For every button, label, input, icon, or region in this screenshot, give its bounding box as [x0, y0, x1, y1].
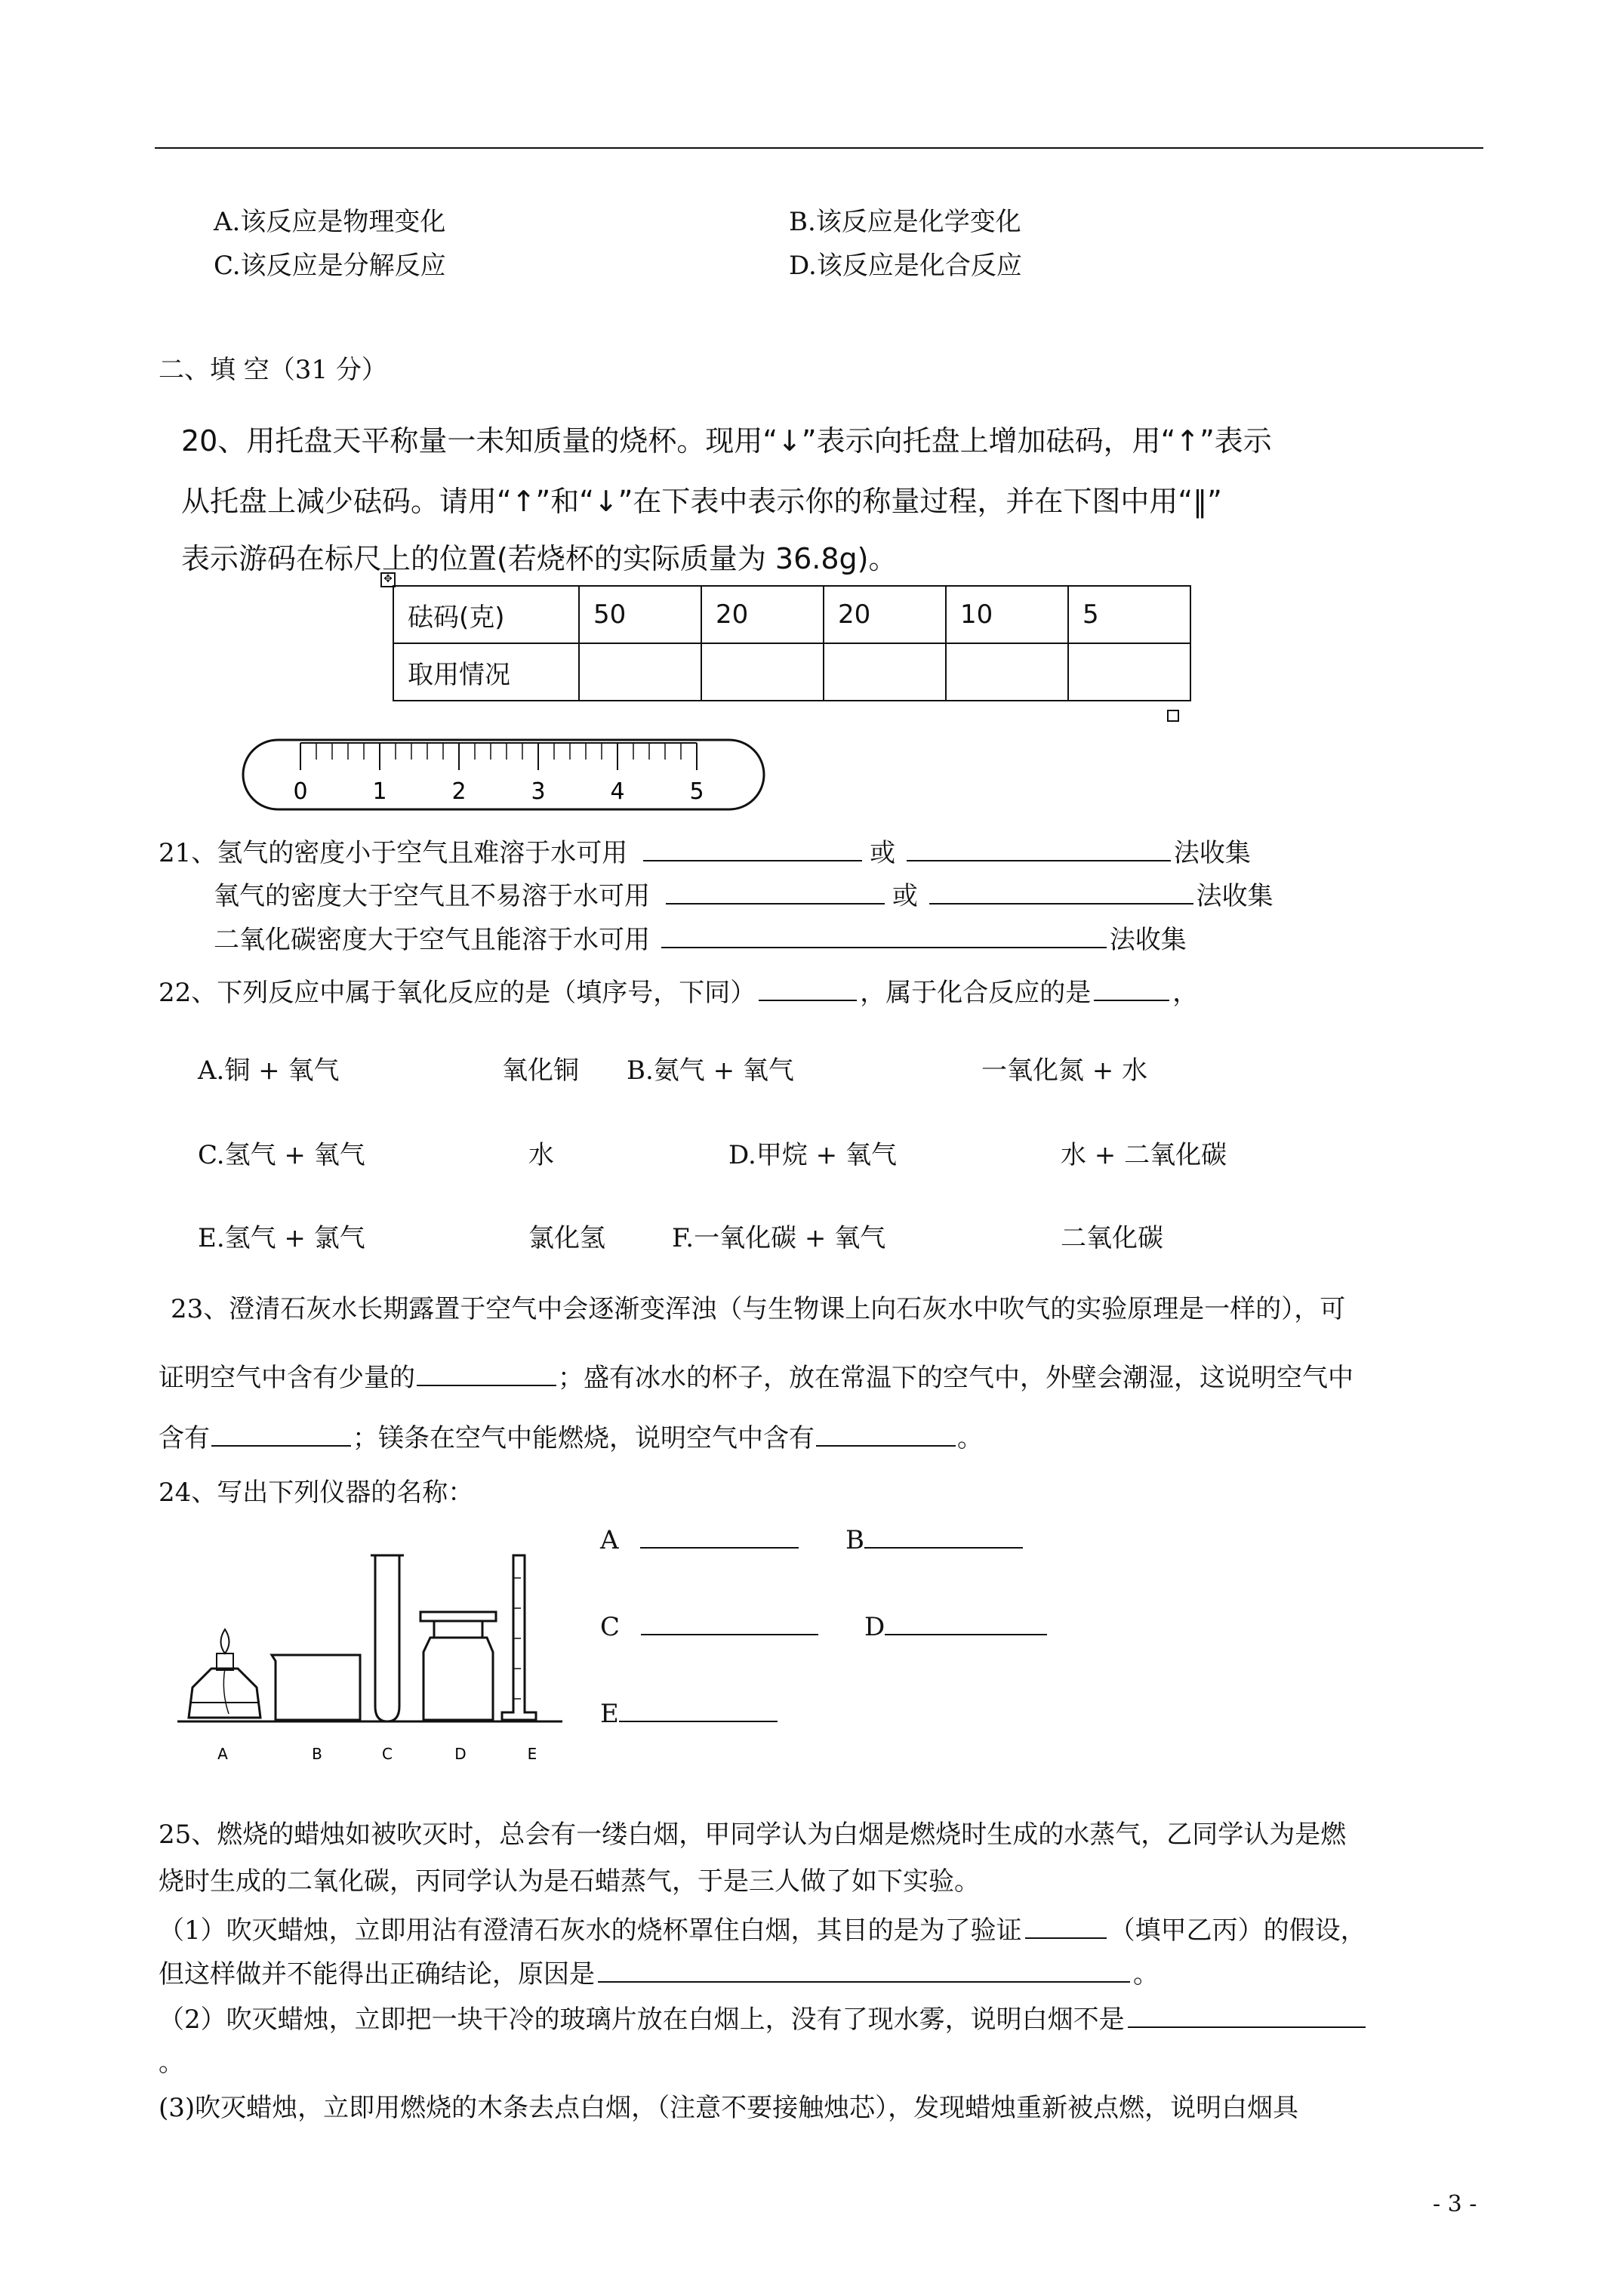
q22-d-right: 水 + 二氧化碳 [1061, 1140, 1227, 1170]
q22-stem-text: 22、下列反应中属于氧化反应的是（填序号，下同） [159, 978, 756, 1008]
usage-row-label: 取用情况 [393, 643, 579, 701]
q24-answer-e [600, 1695, 778, 1730]
q22-stem-text2: ，属于化合反应的是 [860, 978, 1092, 1008]
weight-10: 10 [946, 586, 1068, 643]
usage-row [393, 643, 1190, 701]
usage-cell-20a[interactable] [701, 643, 824, 701]
ruler-label-1: 1 [372, 778, 387, 805]
weights-table [393, 585, 1191, 701]
table-move-handle-icon: ✥ [380, 572, 396, 587]
option-d: D.该反应是化合反应 [789, 251, 1022, 281]
weight-5: 5 [1068, 586, 1190, 643]
q21-l1-text: 21、氢气的密度小于空气且难溶于水可用 [159, 838, 628, 868]
section-title: 二、填 空（31 分） [159, 355, 387, 385]
q22-c-right: 水 [528, 1140, 554, 1170]
q22-a-left: A.铜 + 氧气 [198, 1056, 340, 1086]
q21-blank-2[interactable] [907, 834, 1171, 861]
q25-blank-2[interactable] [598, 1955, 1130, 1983]
q25-blank-1[interactable] [1025, 1912, 1107, 1939]
answer-label-a: A [600, 1525, 619, 1555]
header-rule [155, 147, 1483, 149]
weight-20b: 20 [824, 586, 946, 643]
q25-l5-text: （2）吹灭蜡烛，立即把一块干冷的玻璃片放在白烟上，没有了现水雾，说明白烟不是 [159, 2005, 1125, 2035]
q21-l2-text: 氧气的密度大于空气且不易溶于水可用 [214, 881, 650, 911]
q25-line7: (3)吹灭蜡烛，立即用燃烧的木条去点白烟，（注意不要接触烛芯），发现蜡烛重新被点燃，说明白烟具 [159, 2093, 1299, 2123]
q21-l3-suffix: 法收集 [1109, 925, 1187, 955]
q22-b-right: 一氧化氮 + 水 [981, 1056, 1148, 1086]
q22-d-left: D.甲烷 + 氧气 [728, 1140, 897, 1170]
q21-l1-or: 或 [870, 838, 896, 868]
q21-l3-text: 二氧化碳密度大于空气且能溶于水可用 [214, 925, 650, 955]
q23-line1: 23、澄清石灰水长期露置于空气中会逐渐变浑浊（与生物课上向石灰水中吹气的实验原理是一样的），可 [171, 1294, 1346, 1324]
q21-line2 [214, 877, 1273, 913]
q22-e-left: E.氢气 + 氯气 [198, 1223, 365, 1253]
test-tube-icon [375, 1555, 399, 1721]
q25-line2: 烧时生成的二氧化碳，丙同学认为是石蜡蒸气，于是三人做了如下实验。 [159, 1866, 980, 1897]
q25-l4-text: 但这样做并不能得出正确结论，原因是 [159, 1959, 595, 1989]
q25-line3 [159, 1912, 1366, 1947]
q25-l3-text2: （填甲乙丙）的假设， [1109, 1915, 1366, 1946]
q22-e-right: 氯化氢 [528, 1223, 605, 1253]
q25-line6: 。 [159, 2048, 184, 2078]
q23-blank-2[interactable] [211, 1419, 351, 1447]
q21-l2-or: 或 [892, 881, 918, 911]
q20-line3: 表示游码在标尺上的位置(若烧杯的实际质量为 36.8g)。 [181, 542, 898, 575]
balance-ruler [240, 732, 768, 815]
weights-header-row [393, 586, 1190, 643]
instruments-figure [170, 1533, 570, 1774]
usage-cell-5[interactable] [1068, 643, 1190, 701]
q20-line2: 从托盘上减少砝码。请用“↑”和“↓”在下表中表示你的称量过程，并在下图中用“‖” [181, 485, 1222, 518]
q25-l3-text: （1）吹灭蜡烛，立即用沾有澄清石灰水的烧杯罩住白烟，其目的是为了验证 [159, 1915, 1022, 1946]
q21-l1-suffix: 法收集 [1173, 838, 1251, 868]
ruler-label-0: 0 [293, 778, 308, 805]
weight-20a: 20 [701, 586, 824, 643]
q25-line4 [159, 1955, 1159, 1991]
q22-a-right: 氧化铜 [502, 1056, 579, 1086]
answer-label-d: D [864, 1612, 885, 1642]
q23-l2-text: 证明空气中含有少量的 [159, 1363, 415, 1393]
q22-blank-oxidation[interactable] [759, 974, 857, 1001]
q24-blank-a[interactable] [640, 1521, 799, 1549]
q25-l4-end: 。 [1133, 1959, 1159, 1989]
q23-l3-text2: ；镁条在空气中能燃烧，说明空气中含有 [353, 1423, 815, 1453]
q23-l3-text: 含有 [159, 1423, 210, 1453]
q22-f-left: F.一氧化碳 + 氧气 [672, 1223, 886, 1253]
q25-blank-3[interactable] [1128, 2001, 1366, 2028]
ruler-ticks [300, 743, 697, 770]
q21-line1 [159, 834, 1251, 870]
q23-line2 [159, 1359, 1354, 1395]
option-a: A.该反应是物理变化 [214, 207, 446, 237]
q24-answer-c [600, 1608, 818, 1644]
q24-answer-a [600, 1521, 799, 1557]
answer-label-c: C [600, 1612, 621, 1642]
alcohol-lamp-icon [189, 1629, 260, 1718]
q21-blank-1[interactable] [643, 834, 862, 861]
instrument-label-d: D [454, 1745, 467, 1763]
beaker-icon [272, 1655, 360, 1720]
weights-header-label: 砝码(克) [393, 586, 579, 643]
q25-line1: 25、燃烧的蜡烛如被吹灭时，总会有一缕白烟，甲同学认为白烟是燃烧时生成的水蒸气，乙同学认为是燃 [159, 1820, 1347, 1850]
q23-l3-end: 。 [957, 1423, 983, 1453]
graduated-cylinder-icon [502, 1555, 536, 1720]
q22-f-right: 二氧化碳 [1061, 1223, 1163, 1253]
page-number: - 3 - [1433, 2191, 1477, 2217]
q20-line1: 20、用托盘天平称量一未知质量的烧杯。现用“↓”表示向托盘上增加砝码，用“↑”表示 [181, 424, 1272, 458]
instrument-label-e: E [527, 1745, 537, 1763]
q23-blank-1[interactable] [417, 1359, 556, 1386]
option-b: B.该反应是化学变化 [789, 207, 1021, 237]
q21-blank-4[interactable] [929, 877, 1193, 905]
q22-stem-end: ， [1172, 978, 1199, 1008]
q21-line3 [214, 921, 1187, 957]
q24-answer-b [845, 1521, 1023, 1557]
ruler-label-4: 4 [610, 778, 625, 805]
q21-l2-suffix: 法收集 [1196, 881, 1273, 911]
usage-cell-10[interactable] [946, 643, 1068, 701]
usage-cell-20b[interactable] [824, 643, 946, 701]
q21-blank-3[interactable] [666, 877, 885, 905]
q23-blank-3[interactable] [816, 1419, 956, 1447]
q22-b-left: B.氨气 + 氧气 [627, 1056, 794, 1086]
q24-blank-d[interactable] [885, 1608, 1047, 1635]
q24-blank-b[interactable] [864, 1521, 1023, 1549]
table-resize-handle-icon [1167, 710, 1179, 722]
instrument-label-a: A [217, 1745, 228, 1763]
q24-answer-d [864, 1608, 1047, 1644]
answer-label-b: B [845, 1525, 864, 1555]
q22-stem [159, 974, 1198, 1009]
usage-cell-50[interactable] [579, 643, 701, 701]
answer-label-e: E [600, 1699, 619, 1729]
ruler-label-3: 3 [531, 778, 546, 805]
ruler-label-2: 2 [451, 778, 467, 805]
instrument-label-b: B [312, 1745, 322, 1763]
q22-blank-combination[interactable] [1094, 974, 1169, 1001]
q25-line5 [159, 2001, 1366, 2036]
instrument-label-c: C [382, 1745, 393, 1763]
q24-blank-e[interactable] [619, 1695, 778, 1722]
q21-blank-5[interactable] [661, 921, 1107, 948]
ruler-label-5: 5 [689, 778, 704, 805]
weight-50: 50 [579, 586, 701, 643]
gas-jar-icon [420, 1612, 496, 1720]
q22-c-left: C.氢气 + 氧气 [198, 1140, 365, 1170]
option-c: C.该反应是分解反应 [214, 251, 446, 281]
q24-blank-c[interactable] [641, 1608, 818, 1635]
q24-stem: 24、写出下列仪器的名称： [159, 1478, 474, 1508]
q23-l2-text2: ；盛有冰水的杯子，放在常温下的空气中，外壁会潮湿，这说明空气中 [558, 1363, 1354, 1393]
q23-line3 [159, 1419, 983, 1455]
